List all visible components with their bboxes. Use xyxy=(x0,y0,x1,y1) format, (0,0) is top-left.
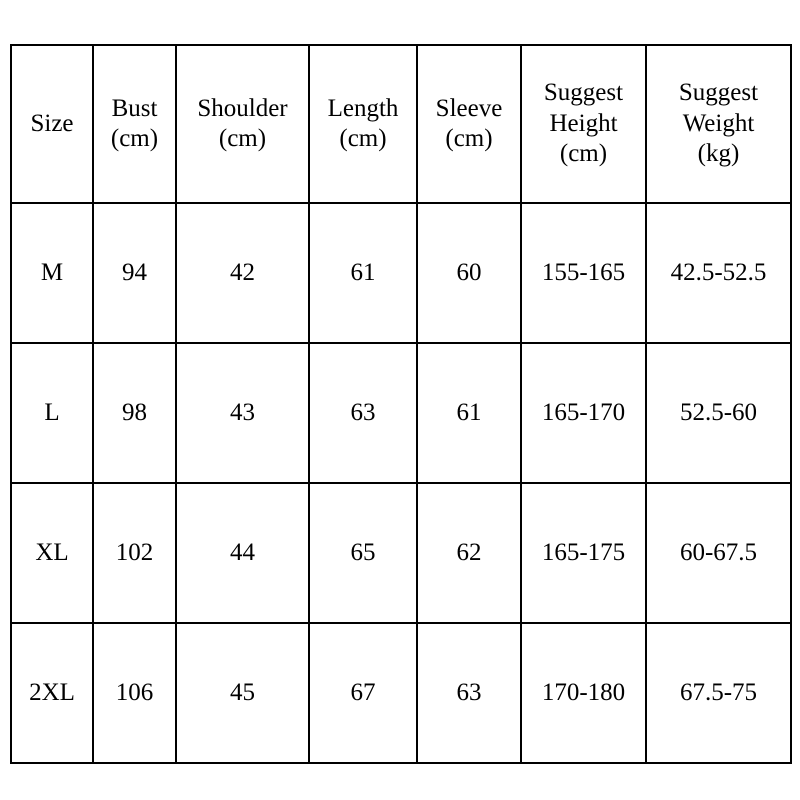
cell-size: 2XL xyxy=(11,623,93,763)
cell-suggest-weight: 60-67.5 xyxy=(646,483,791,623)
size-chart-table xyxy=(10,44,792,764)
column-header-length-line1: Length xyxy=(327,94,399,122)
cell-suggest-height: 165-175 xyxy=(521,483,646,623)
column-header-size-line1: Size xyxy=(30,109,74,137)
cell-shoulder: 44 xyxy=(176,483,309,623)
cell-shoulder: 42 xyxy=(176,203,309,343)
cell-length: 63 xyxy=(309,343,417,483)
cell-suggest-height: 170-180 xyxy=(521,623,646,763)
cell-suggest-weight: 52.5-60 xyxy=(646,343,791,483)
cell-bust: 94 xyxy=(93,203,176,343)
column-header-bust xyxy=(93,45,176,203)
cell-bust: 106 xyxy=(93,623,176,763)
size-chart-table-wrapper xyxy=(10,44,790,764)
cell-sleeve: 63 xyxy=(417,623,521,763)
cell-shoulder: 43 xyxy=(176,343,309,483)
cell-length: 65 xyxy=(309,483,417,623)
column-header-suggest-weight xyxy=(646,45,791,203)
cell-length: 67 xyxy=(309,623,417,763)
column-header-suggest-weight-line1: Suggest xyxy=(678,79,759,107)
column-header-suggest-height-line3: (cm) xyxy=(559,140,608,168)
column-header-suggest-height xyxy=(521,45,646,203)
column-header-sleeve xyxy=(417,45,521,203)
cell-sleeve: 60 xyxy=(417,203,521,343)
table-header-row xyxy=(11,45,791,203)
table-row xyxy=(11,343,791,483)
table-header xyxy=(11,45,791,203)
cell-sleeve: 62 xyxy=(417,483,521,623)
column-header-sleeve-line1: Sleeve xyxy=(435,94,503,122)
cell-sleeve: 61 xyxy=(417,343,521,483)
column-header-size xyxy=(11,45,93,203)
cell-bust: 102 xyxy=(93,483,176,623)
cell-length: 61 xyxy=(309,203,417,343)
column-header-shoulder xyxy=(176,45,309,203)
cell-shoulder: 45 xyxy=(176,623,309,763)
cell-size: L xyxy=(11,343,93,483)
cell-suggest-height: 165-170 xyxy=(521,343,646,483)
cell-size: XL xyxy=(11,483,93,623)
column-header-suggest-height-line2: Height xyxy=(549,109,618,137)
cell-size: M xyxy=(11,203,93,343)
column-header-suggest-height-line1: Suggest xyxy=(543,79,624,107)
cell-suggest-height: 155-165 xyxy=(521,203,646,343)
column-header-shoulder-line2: (cm) xyxy=(218,125,267,152)
cell-suggest-weight: 67.5-75 xyxy=(646,623,791,763)
column-header-shoulder-line1: Shoulder xyxy=(197,94,288,122)
table-row xyxy=(11,623,791,763)
column-header-suggest-weight-line3: (kg) xyxy=(697,140,740,168)
cell-suggest-weight: 42.5-52.5 xyxy=(646,203,791,343)
table-row xyxy=(11,483,791,623)
column-header-bust-line1: Bust xyxy=(111,94,158,122)
cell-bust: 98 xyxy=(93,343,176,483)
column-header-length xyxy=(309,45,417,203)
column-header-bust-line2: (cm) xyxy=(110,125,159,152)
column-header-suggest-weight-line2: Weight xyxy=(682,109,755,137)
column-header-sleeve-line2: (cm) xyxy=(445,125,493,152)
column-header-length-line2: (cm) xyxy=(339,125,387,152)
table-row xyxy=(11,203,791,343)
table-body xyxy=(11,203,791,763)
